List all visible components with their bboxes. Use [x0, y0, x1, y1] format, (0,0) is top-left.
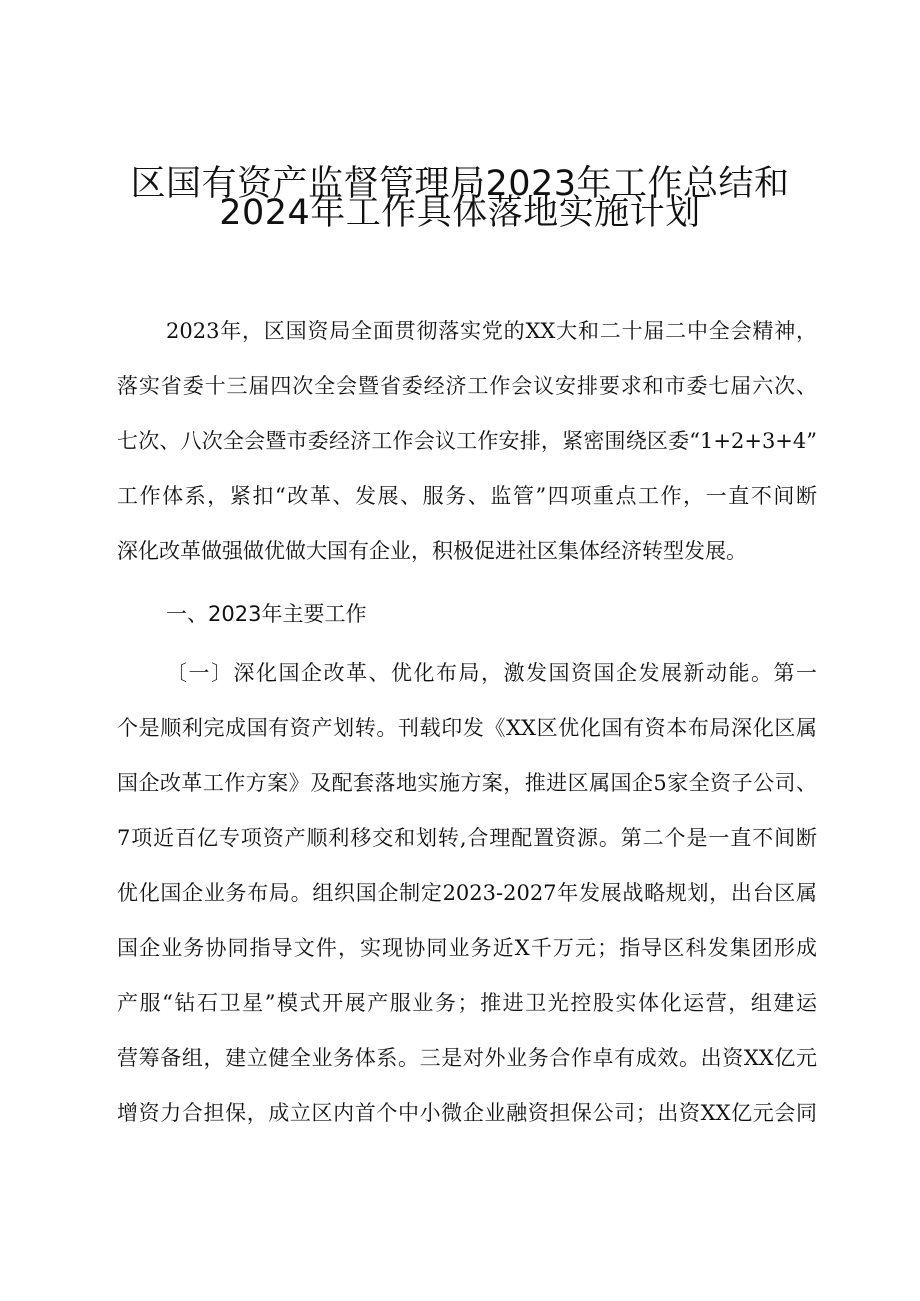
- body-line: 7项近百亿专项资产顺利移交和划转,合理配置资源。第二个是一直不间断: [117, 826, 817, 850]
- document-title-line-2: 2024年工作具体落地实施计划: [219, 193, 701, 233]
- body-line: 增资力合担保，成立区内首个中小微企业融资担保公司；出资XX亿元会同: [117, 1101, 817, 1125]
- body-line: 国企改革工作方案》及配套落地实施方案，推进区属国企5家全资子公司、: [117, 771, 817, 795]
- body-line: 个是顺利完成国有资产划转。刊载印发《XX区优化国有资本布局深化区属: [117, 716, 817, 740]
- intro-line: 七次、八次全会暨市委经济工作会议工作安排，紧密围绕区委“1+2+3+4”: [117, 429, 817, 453]
- body-line: 产服“钻石卫星”模式开展产服业务；推进卫光控股实体化运营，组建运: [117, 991, 817, 1015]
- body-line: 国企业务协同指导文件，实现协同业务近X千万元；指导区科发集团形成: [117, 936, 817, 960]
- document-title-line-1: 区国有资产监督管理局2023年工作总结和: [130, 164, 790, 204]
- section-heading: 一、2023年主要工作: [166, 602, 367, 626]
- body-line: 〔一〕深化国企改革、优化布局，激发国资国企发展新动能。第一: [166, 661, 817, 685]
- body-line: 优化国企业务布局。组织国企制定2023-2027年发展战略规划，出台区属: [117, 881, 817, 905]
- body-line: 营筹备组，建立健全业务体系。三是对外业务合作卓有成效。出资XX亿元: [117, 1046, 817, 1070]
- intro-line: 工作体系，紧扣“改革、发展、服务、监管”四项重点工作，一直不间断: [117, 484, 817, 508]
- intro-line: 落实省委十三届四次全会暨省委经济工作会议安排要求和市委七届六次、: [117, 374, 817, 398]
- intro-line: 2023年，区国资局全面贯彻落实党的XX大和二十届二中全会精神，: [166, 319, 817, 343]
- intro-line: 深化改革做强做优做大国有企业，积极促进社区集体经济转型发展。: [117, 539, 747, 563]
